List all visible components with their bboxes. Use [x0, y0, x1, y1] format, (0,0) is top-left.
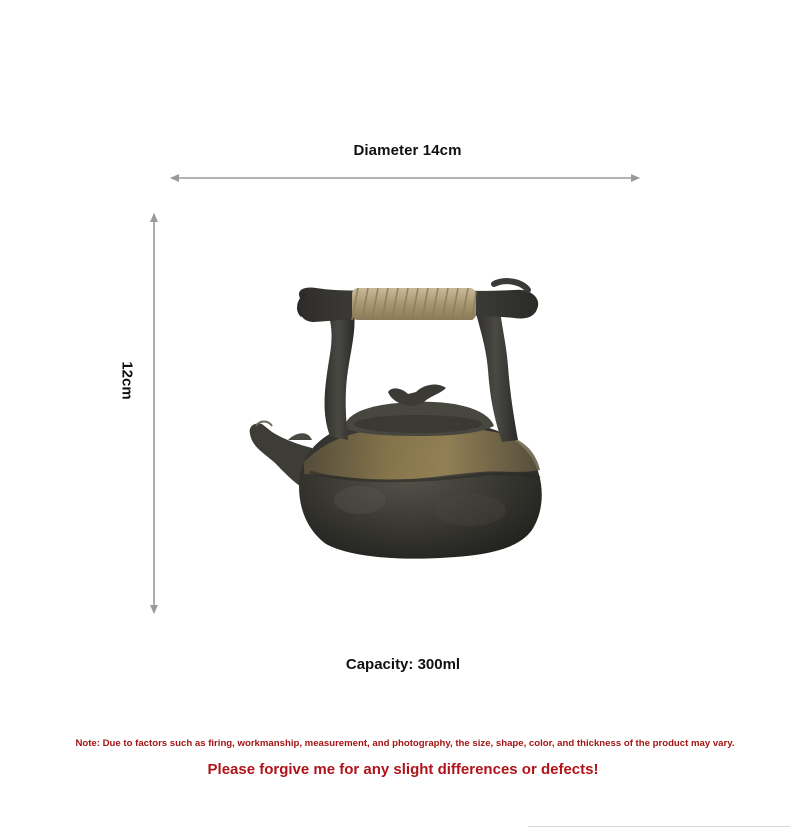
- teapot-icon: [250, 281, 542, 559]
- height-label: 12cm: [118, 361, 136, 400]
- variation-note: Note: Due to factors such as firing, workmanship, measurement, and photography, the size, shape, color, and thickness of the product may vary.: [75, 738, 735, 749]
- diameter-label: Diameter 14cm: [353, 142, 462, 159]
- bottom-divider: [528, 826, 790, 827]
- capacity-label: Capacity: 300ml: [345, 656, 461, 673]
- apology-text: Please forgive me for any slight differences or defects!: [207, 761, 599, 778]
